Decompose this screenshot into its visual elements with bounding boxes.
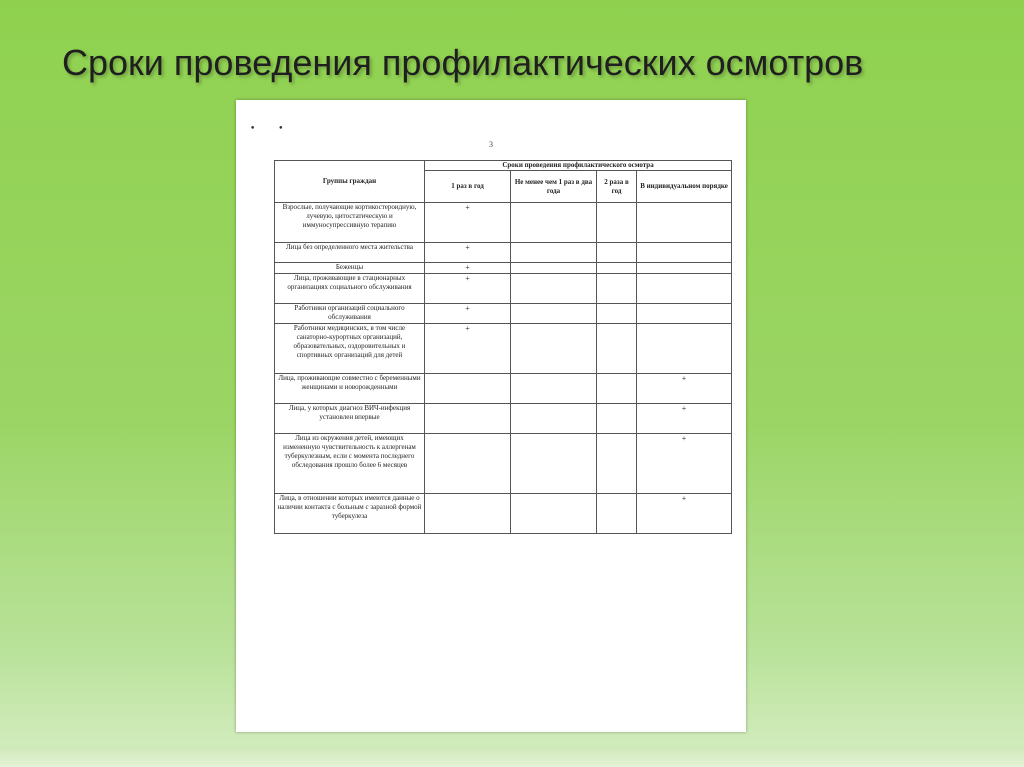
mark-cell [511, 404, 597, 434]
group-cell: Работники медицинских, в том числе санаторно-курортных организаций, образовательных, оздоровительных и спортивных организаций для детей [275, 324, 425, 374]
mark-cell [597, 274, 637, 304]
mark-cell: + [425, 263, 511, 274]
group-cell: Лица без определенного места жительства [275, 243, 425, 263]
examination-schedule-table [274, 160, 732, 534]
mark-cell [597, 404, 637, 434]
group-cell: Лица из окружения детей, имеющих измененную чувствительность к аллергенам туберкулезным, если с момента последнего обследования прошло более 6 месяцев [275, 434, 425, 494]
group-cell: Лица, проживающие совместно с беременными женщинами и новорожденными [275, 374, 425, 404]
table-row [275, 274, 732, 304]
group-cell: Взрослые, получающие кортикостероидную, лучевую, цитостатическую и иммуносупрессивную терапию [275, 203, 425, 243]
margin-marks: • • [250, 124, 294, 134]
mark-cell [425, 434, 511, 494]
mark-cell: + [425, 324, 511, 374]
column-header-twice-a-year: 2 раза в год [597, 171, 637, 203]
table-row [275, 434, 732, 494]
mark-cell: + [637, 404, 732, 434]
table-row [275, 304, 732, 324]
mark-cell [597, 324, 637, 374]
slide-title: Сроки проведения профилактических осмотров [62, 42, 864, 83]
group-cell: Беженцы [275, 263, 425, 274]
table-row [275, 374, 732, 404]
group-cell: Лица, у которых диагноз ВИЧ-инфекция установлен впервые [275, 404, 425, 434]
mark-cell [511, 304, 597, 324]
mark-cell [425, 374, 511, 404]
mark-cell [425, 404, 511, 434]
page-number: 3 [489, 140, 493, 149]
mark-cell: + [637, 494, 732, 534]
mark-cell [597, 374, 637, 404]
slide-bottom-band [0, 745, 1024, 767]
groups-column-header: Группы граждан [275, 161, 425, 203]
group-cell: Лица, в отношении которых имеются данные о наличии контакта с больным с заразной формой туберкулеза [275, 494, 425, 534]
table-row [275, 243, 732, 263]
mark-cell: + [425, 304, 511, 324]
table-row [275, 324, 732, 374]
mark-cell [425, 494, 511, 534]
mark-cell [511, 324, 597, 374]
table-row [275, 203, 732, 243]
mark-cell [637, 324, 732, 374]
mark-cell [637, 263, 732, 274]
group-cell: Работники организаций социального обслуживания [275, 304, 425, 324]
column-header-individual: В индивидуальном порядке [637, 171, 732, 203]
period-column-header: Сроки проведения профилактического осмотра [425, 161, 732, 171]
column-header-once-a-year: 1 раз в год [425, 171, 511, 203]
mark-cell [511, 263, 597, 274]
table-row [275, 494, 732, 534]
mark-cell [597, 304, 637, 324]
mark-cell: + [637, 434, 732, 494]
scanned-document [236, 100, 746, 732]
mark-cell [511, 274, 597, 304]
mark-cell [597, 243, 637, 263]
mark-cell [597, 494, 637, 534]
group-cell: Лица, проживающие в стационарных организациях социального обслуживания [275, 274, 425, 304]
table-row [275, 263, 732, 274]
table-row [275, 404, 732, 434]
mark-cell [511, 434, 597, 494]
mark-cell [637, 243, 732, 263]
mark-cell: + [425, 243, 511, 263]
mark-cell: + [425, 274, 511, 304]
mark-cell [637, 203, 732, 243]
mark-cell [597, 434, 637, 494]
mark-cell [511, 374, 597, 404]
mark-cell: + [637, 374, 732, 404]
mark-cell [637, 304, 732, 324]
column-header-once-in-two-years: Не менее чем 1 раз в два года [511, 171, 597, 203]
mark-cell [511, 243, 597, 263]
mark-cell [597, 263, 637, 274]
mark-cell: + [425, 203, 511, 243]
mark-cell [637, 274, 732, 304]
mark-cell [597, 203, 637, 243]
mark-cell [511, 203, 597, 243]
mark-cell [511, 494, 597, 534]
